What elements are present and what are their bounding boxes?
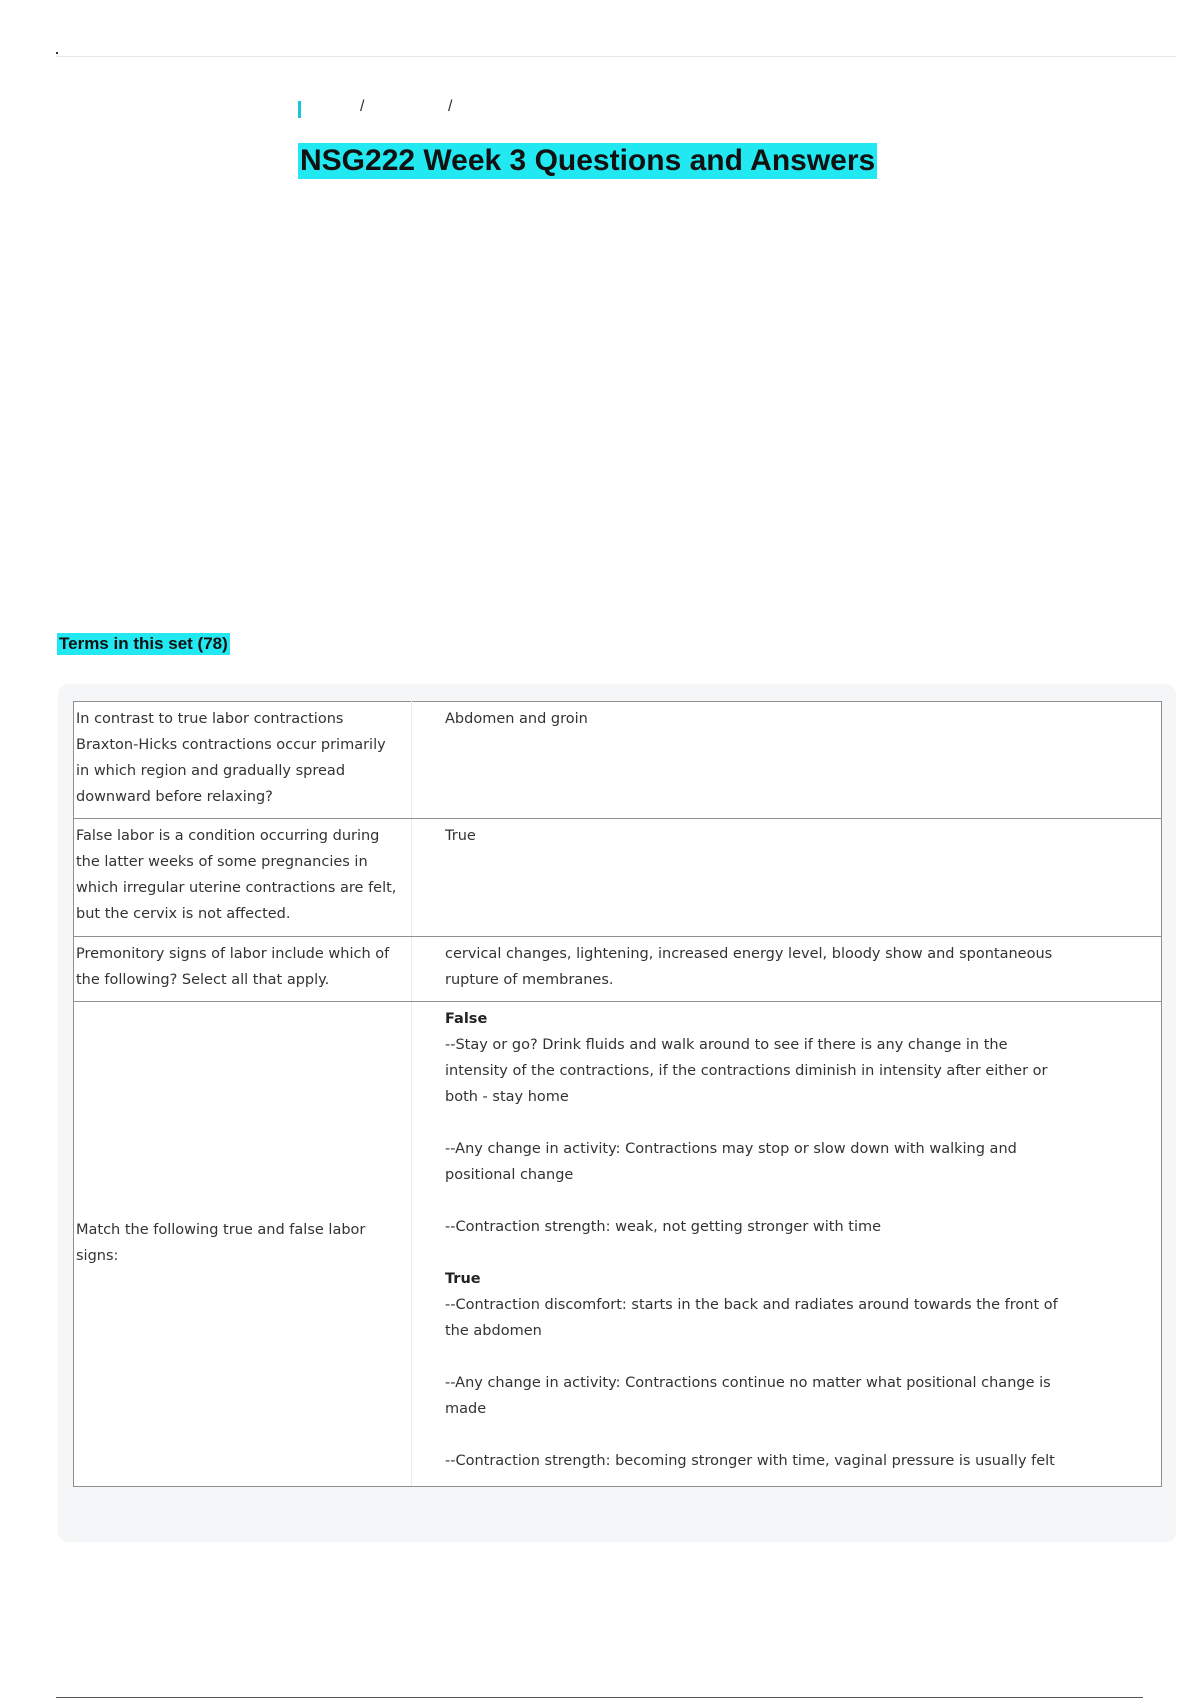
definition-cell <box>412 1002 1162 1487</box>
true-sign-item: --Any change in activity: Contractions continue no matter what positional change is made <box>445 1375 1051 1417</box>
table-row <box>74 937 1162 1002</box>
terms-table <box>73 701 1162 1487</box>
false-sign-item: --Contraction strength: weak, not getting stronger with time <box>445 1219 882 1235</box>
spacer <box>445 1240 1071 1266</box>
term-cell: False labor is a condition occurring during the latter weeks of some pregnancies in which irregular uterine contractions are felt, but the cervix is not affected. <box>74 819 412 937</box>
spacer <box>445 1188 1071 1214</box>
true-sign-item: --Contraction discomfort: starts in the back and radiates around towards the front of the abdomen <box>445 1297 1058 1339</box>
true-signs-label: True <box>445 1271 481 1287</box>
top-divider <box>56 56 1176 57</box>
spacer <box>445 1422 1071 1448</box>
spacer <box>445 1344 1071 1370</box>
spacer <box>445 1110 1071 1136</box>
table-row <box>74 1002 1162 1487</box>
true-sign-item: --Contraction strength: becoming stronger with time, vaginal pressure is usually felt <box>445 1453 1055 1469</box>
text-cursor-marker <box>298 101 301 118</box>
definition-cell: cervical changes, lightening, increased energy level, bloody show and spontaneous rupture of membranes. <box>412 937 1162 1002</box>
term-cell: In contrast to true labor contractions Braxton-Hicks contractions occur primarily in which region and gradually spread downward before relaxing? <box>74 702 412 819</box>
false-sign-item: --Stay or go? Drink fluids and walk around to see if there is any change in the intensity of the contractions, if the contractions diminish in intensity after either or both - stay home <box>445 1037 1048 1105</box>
document-title: NSG222 Week 3 Questions and Answers <box>300 144 876 177</box>
term-cell: Premonitory signs of labor include which of the following? Select all that apply. <box>74 937 412 1002</box>
bottom-divider <box>56 1697 1143 1698</box>
false-signs-label: False <box>445 1011 488 1027</box>
definition-cell: True <box>412 819 1162 937</box>
header-slash: / <box>360 98 365 115</box>
header-slash: / <box>448 98 453 115</box>
term-cell: Match the following true and false labor signs: <box>74 1002 412 1487</box>
table-row <box>74 819 1162 937</box>
page-corner-dot <box>56 52 58 54</box>
terms-count-heading: Terms in this set (78) <box>59 634 228 653</box>
header-marks <box>298 98 498 120</box>
table-row <box>74 702 1162 819</box>
false-sign-item: --Any change in activity: Contractions may stop or slow down with walking and positional change <box>445 1141 1017 1183</box>
definition-cell: Abdomen and groin <box>412 702 1162 819</box>
